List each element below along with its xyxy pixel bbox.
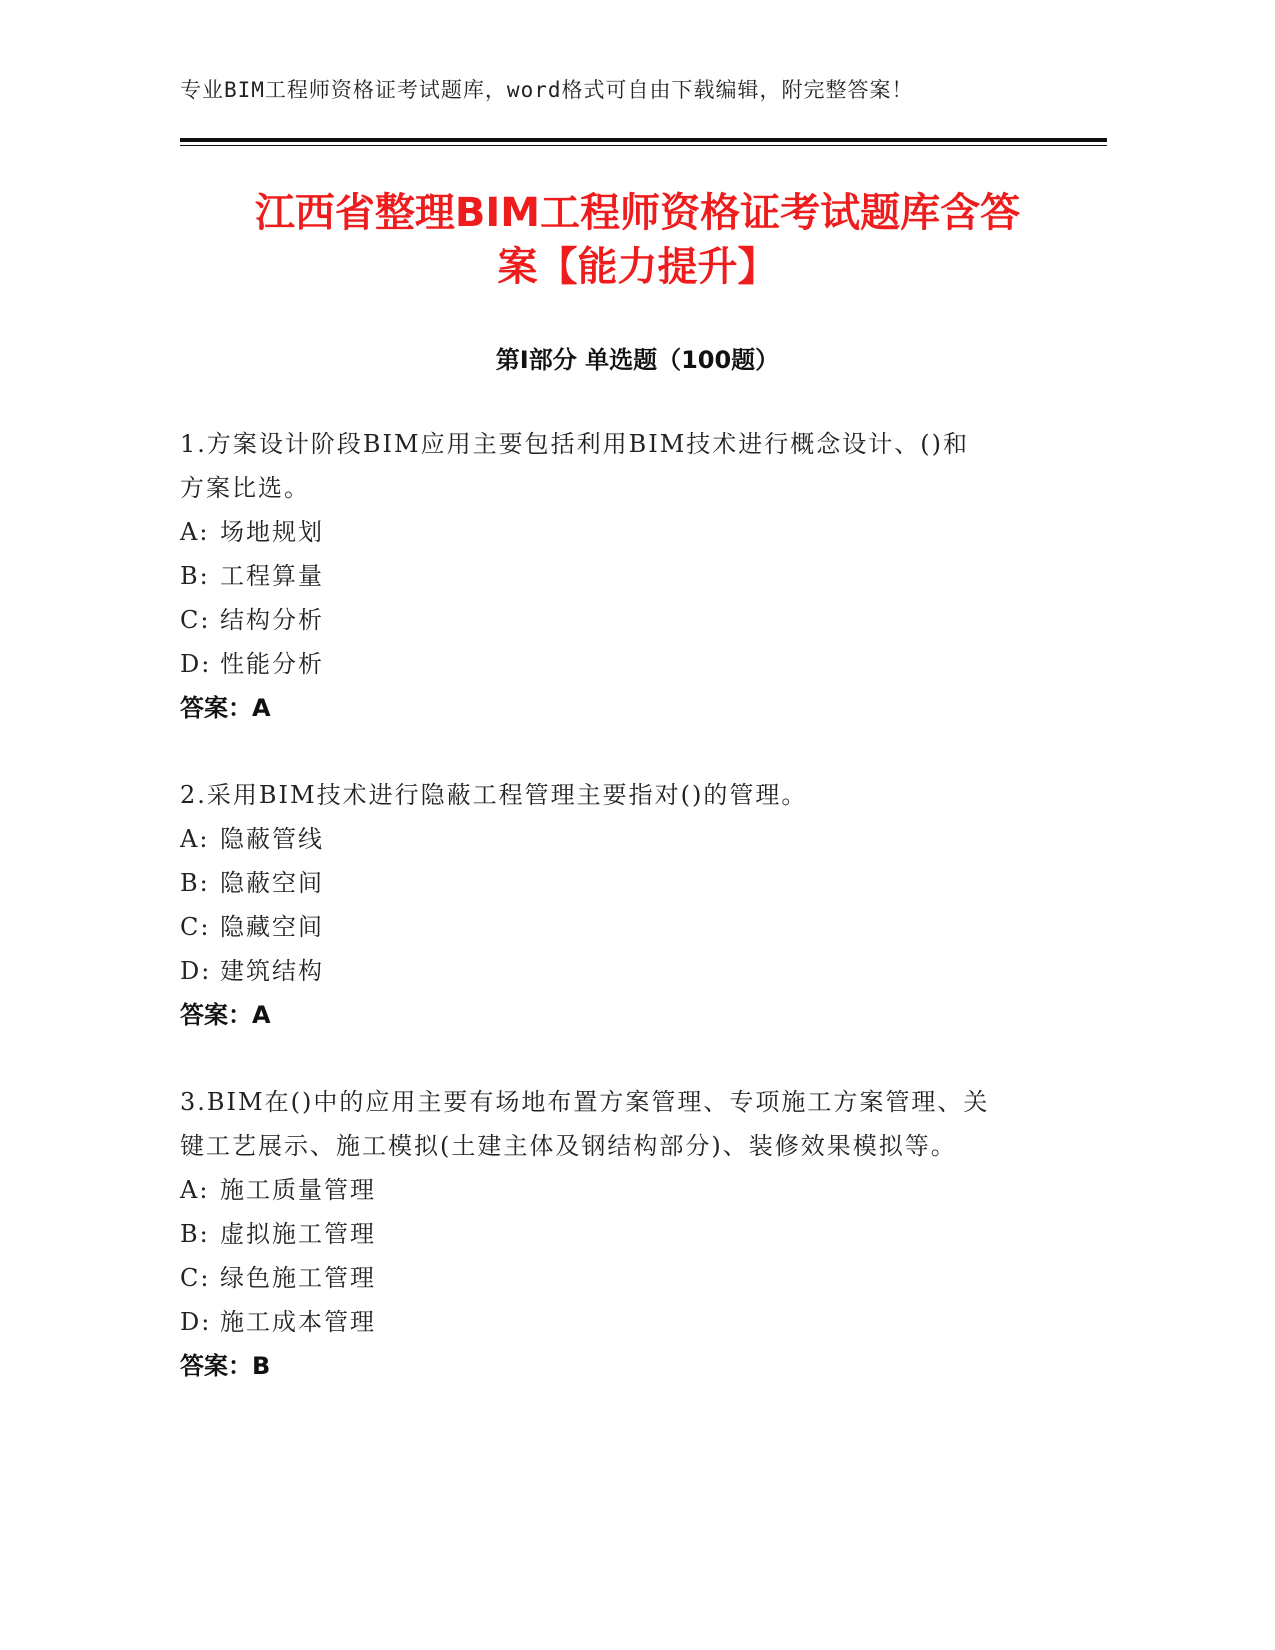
option-a: [180, 510, 1040, 554]
option-b: [180, 1212, 1040, 1256]
option-letter: B:: [180, 562, 210, 590]
answer-value: A: [252, 1001, 271, 1029]
question-stem: 方案比选。: [180, 474, 310, 502]
option-c: [180, 598, 1040, 642]
option-text: 隐藏空间: [220, 913, 324, 941]
answer-value: A: [252, 694, 271, 722]
option-text: 施工质量管理: [220, 1176, 376, 1204]
answer-line: [180, 993, 1040, 1037]
option-letter: C:: [180, 1264, 211, 1292]
option-text: 施工成本管理: [220, 1308, 376, 1336]
answer-label: 答案：: [180, 1001, 252, 1029]
question-2: [180, 773, 1040, 1037]
option-b: [180, 861, 1040, 905]
option-letter: A:: [180, 1176, 210, 1204]
header-rule-thick: [180, 138, 1107, 142]
option-letter: B:: [180, 1220, 210, 1248]
option-text: 结构分析: [220, 606, 324, 634]
answer-line: [180, 686, 1040, 730]
question-stem: 3.BIM在()中的应用主要有场地布置方案管理、专项施工方案管理、关: [180, 1088, 990, 1116]
option-letter: D:: [180, 1308, 212, 1336]
option-d: [180, 1300, 1040, 1344]
answer-line: [180, 1344, 1040, 1388]
option-d: [180, 949, 1040, 993]
title-line-1: 江西省整理BIM工程师资格证考试题库含答: [254, 190, 1021, 236]
option-text: 绿色施工管理: [220, 1264, 376, 1292]
answer-label: 答案：: [180, 694, 252, 722]
option-letter: B:: [180, 869, 210, 897]
document-title: [150, 186, 1125, 294]
option-text: 场地规划: [220, 518, 324, 546]
option-b: [180, 554, 1040, 598]
question-stem: 键工艺展示、施工模拟(土建主体及钢结构部分)、装修效果模拟等。: [180, 1132, 957, 1160]
option-letter: C:: [180, 606, 211, 634]
option-letter: D:: [180, 957, 212, 985]
option-text: 工程算量: [220, 562, 324, 590]
question-stem: 2.采用BIM技术进行隐蔽工程管理主要指对()的管理。: [180, 781, 808, 809]
section-heading: 第Ⅰ部分 单选题（100题）: [495, 346, 780, 374]
header-note: 专业BIM工程师资格证考试题库，word格式可自由下载编辑，附完整答案！: [180, 78, 914, 102]
option-a: [180, 817, 1040, 861]
question-3: [180, 1080, 1040, 1388]
option-letter: D:: [180, 650, 212, 678]
option-letter: A:: [180, 518, 210, 546]
option-letter: C:: [180, 913, 211, 941]
answer-value: B: [252, 1352, 271, 1380]
option-d: [180, 642, 1040, 686]
option-letter: A:: [180, 825, 210, 853]
question-1: [180, 422, 1040, 730]
option-c: [180, 905, 1040, 949]
header-rule-thin: [180, 145, 1107, 146]
answer-label: 答案：: [180, 1352, 252, 1380]
title-line-2: 案【能力提升】: [497, 244, 778, 290]
option-text: 建筑结构: [220, 957, 324, 985]
question-stem: 1.方案设计阶段BIM应用主要包括利用BIM技术进行概念设计、()和: [180, 430, 970, 458]
option-text: 虚拟施工管理: [220, 1220, 376, 1248]
option-text: 隐蔽管线: [220, 825, 324, 853]
option-a: [180, 1168, 1040, 1212]
option-text: 隐蔽空间: [220, 869, 324, 897]
question-list: [180, 422, 1040, 1431]
option-text: 性能分析: [220, 650, 324, 678]
option-c: [180, 1256, 1040, 1300]
